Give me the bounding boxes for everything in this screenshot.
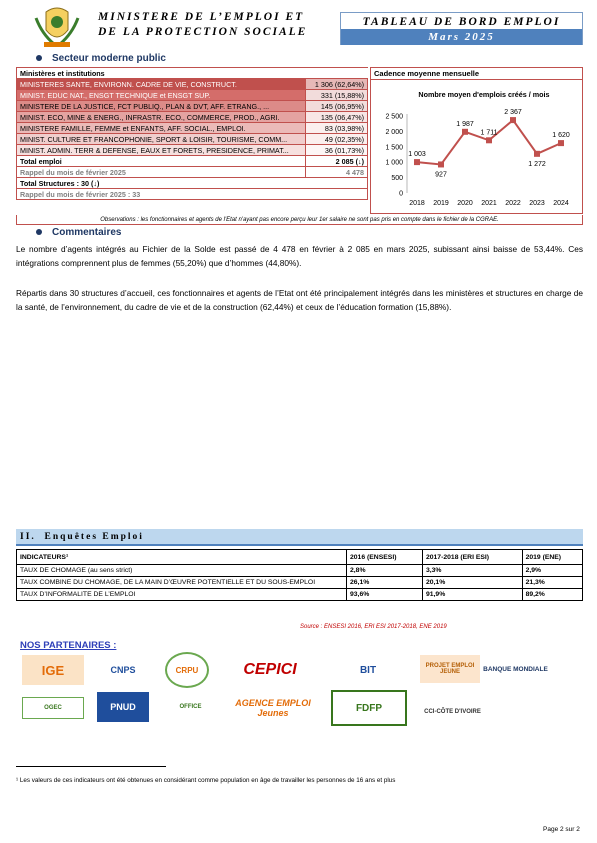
table-row: MINISTERE DE LA JUSTICE, FCT PUBLIQ., PLAN & DVT, AFF. ETRANG., ... 145 (06,95%) bbox=[17, 101, 368, 112]
x-tick-label: 2024 bbox=[553, 200, 569, 207]
x-tick-label: 2019 bbox=[433, 200, 449, 207]
bullet-icon bbox=[36, 55, 42, 61]
cnps-logo: CNPS bbox=[110, 665, 136, 675]
office-logo: OFFICE bbox=[179, 704, 202, 710]
table-row: MINIST. ADMIN. TERR & DEFENSE, EAUX ET FORETS, PRESIDENCE, PRIMAT... 36 (01,73%) bbox=[17, 145, 368, 156]
section-public-title: Secteur moderne public bbox=[36, 53, 166, 64]
rappel-structures-row: Rappel du mois de février 2025 : 33 bbox=[17, 189, 368, 200]
observation-note: Observations : les fonctionnaires et agents de l'Etat n'ayant pas encore perçu leur 1er salaire ne sont pas pris en compte dans le fichier de la CGRAE. bbox=[16, 215, 583, 225]
data-label: 1 711 bbox=[480, 129, 498, 137]
pnud-logo: PNUD bbox=[97, 692, 149, 722]
ministry-name: MINISTERE DE L’EMPLOI ET DE LA PROTECTION SOCIALE bbox=[98, 11, 308, 38]
board-title: TABLEAU DE BORD EMPLOI bbox=[362, 16, 561, 28]
x-tick-label: 2022 bbox=[505, 200, 521, 207]
coat-of-arms-logo bbox=[32, 4, 82, 48]
data-point bbox=[558, 140, 564, 146]
ogec-logo: OGEC bbox=[22, 697, 84, 719]
data-label: 1 272 bbox=[528, 160, 546, 168]
cepici-logo: CEPICI bbox=[243, 661, 297, 678]
footnote-separator bbox=[16, 766, 166, 767]
indicators-table bbox=[16, 549, 583, 601]
y-tick-label: 0 bbox=[399, 190, 403, 198]
world-bank-logo: BANQUE MONDIALE bbox=[483, 665, 548, 673]
dashboard-title-box bbox=[340, 12, 583, 45]
y-tick-label: 1 000 bbox=[385, 159, 403, 167]
data-point bbox=[414, 159, 420, 165]
line-chart bbox=[371, 80, 582, 213]
pej-logo: PROJET EMPLOI JEUNE bbox=[420, 655, 480, 683]
fdfp-logo: FDFP bbox=[331, 690, 407, 726]
crpu-logo: CRPU bbox=[165, 652, 209, 688]
ministries-table bbox=[16, 67, 368, 200]
data-point bbox=[462, 129, 468, 135]
x-tick-label: 2021 bbox=[481, 200, 497, 207]
chart-box bbox=[370, 67, 583, 214]
table-row: MINIST. ECO, MINE & ENERG., INFRASTR. ECO., COMMERCE, PROD., AGRI. 135 (06,47%) bbox=[17, 112, 368, 123]
y-tick-label: 500 bbox=[391, 175, 403, 183]
partners-title: NOS PARTENAIRES : bbox=[20, 640, 117, 651]
footnote: ¹ Les valeurs de ces indicateurs ont été obtenues en considérant comme population en âge de travailler les personnes de 16 ans et plus bbox=[16, 777, 396, 784]
table-header-row: INDICATEURS¹ 2016 (ENSESI) 2017-2018 (ERI ESI) 2019 (ENE) bbox=[17, 550, 583, 565]
comments-title: Commentaires bbox=[36, 227, 121, 238]
data-label: 1 620 bbox=[552, 132, 570, 140]
chart-header: Cadence moyenne mensuelle bbox=[371, 68, 582, 80]
y-tick-label: 1 500 bbox=[385, 144, 403, 152]
section-2-header: II. Enquêtes Emploi bbox=[16, 529, 583, 546]
table-row: TAUX COMBINE DU CHOMAGE, DE LA MAIN D’ŒUVRE POTENTIELLE ET DU SOUS-EMPLOI 26,1% 20,1% 21,3% bbox=[17, 577, 583, 589]
table-row: MINISTERES SANTE, ENVIRONN. CADRE DE VIE, CONSTRUCT. 1 306 (62,64%) bbox=[17, 79, 368, 90]
data-label: 2 367 bbox=[504, 109, 522, 117]
aej-logo: AGENCE EMPLOI Jeunes bbox=[235, 698, 311, 718]
comment-paragraph-1: Le nombre d’agents intégrés au Fichier de la Solde est passé de 4 478 en février à 2 085 en mars 2025, subissant ainsi baisse de 53,44%. Ces intégrations comprennent plus de femmes (55,20%) que d’hommes (44,80%). bbox=[16, 244, 583, 268]
x-tick-label: 2020 bbox=[457, 200, 473, 207]
source-note: Source : ENSESI 2016, ERI ESI 2017-2018, ENE 2019 bbox=[300, 624, 447, 630]
data-label: 1 003 bbox=[408, 151, 426, 159]
table-row: MINIST. EDUC NAT., ENSGT TECHNIQUE et ENSGT SUP. 331 (15,88%) bbox=[17, 90, 368, 101]
x-tick-label: 2018 bbox=[409, 200, 425, 207]
data-point bbox=[534, 151, 540, 157]
board-period: Mars 2025 bbox=[341, 29, 582, 45]
table-row: TAUX DE CHOMAGE (au sens strict) 2,8% 3,3% 2,9% bbox=[17, 565, 583, 577]
ige-logo: IGE bbox=[22, 655, 84, 685]
data-label: 1 987 bbox=[456, 120, 474, 128]
page-number: Page 2 sur 2 bbox=[543, 826, 580, 833]
y-tick-label: 2 000 bbox=[385, 128, 403, 136]
table-header: Ministères et institutions bbox=[17, 68, 368, 79]
table-row: MINISTERE FAMILLE, FEMME et ENFANTS, AFF. SOCIAL., EMPLOI. 83 (03,98%) bbox=[17, 123, 368, 134]
structures-row: Total Structures : 30 (↓) bbox=[17, 178, 368, 189]
data-point bbox=[438, 161, 444, 167]
total-row: Total emploi 2 085 (↓) bbox=[17, 156, 368, 167]
bit-logo: BIT bbox=[359, 664, 377, 676]
y-tick-label: 2 500 bbox=[385, 113, 403, 121]
data-label: 927 bbox=[435, 171, 447, 179]
comment-paragraph-2: Répartis dans 30 structures d’accueil, ces fonctionnaires et agents de l’Etat ont été principalement intégrés dans les ministères et structures en charge de la santé, de l’environnement, du cadre de vie et de la construction (62,44%) et ceux de l’éducation formation (15,88%). bbox=[16, 288, 583, 312]
data-point bbox=[510, 117, 516, 123]
chart-title: Nombre moyen d'emplois créés / mois bbox=[418, 90, 550, 99]
bullet-icon bbox=[36, 229, 42, 235]
table-row: MINIST. CULTURE ET FRANCOPHONIE, SPORT & LOISIR, TOURISME, COMM... 49 (02,35%) bbox=[17, 134, 368, 145]
rappel-row: Rappel du mois de février 2025 4 478 bbox=[17, 167, 368, 178]
cci-logo: CCI-CÔTE D'IVOIRE bbox=[424, 709, 481, 715]
data-point bbox=[486, 137, 492, 143]
table-row: TAUX D’INFORMALITE DE L’EMPLOI 93,6% 91,9% 89,2% bbox=[17, 589, 583, 601]
x-tick-label: 2023 bbox=[529, 200, 545, 207]
